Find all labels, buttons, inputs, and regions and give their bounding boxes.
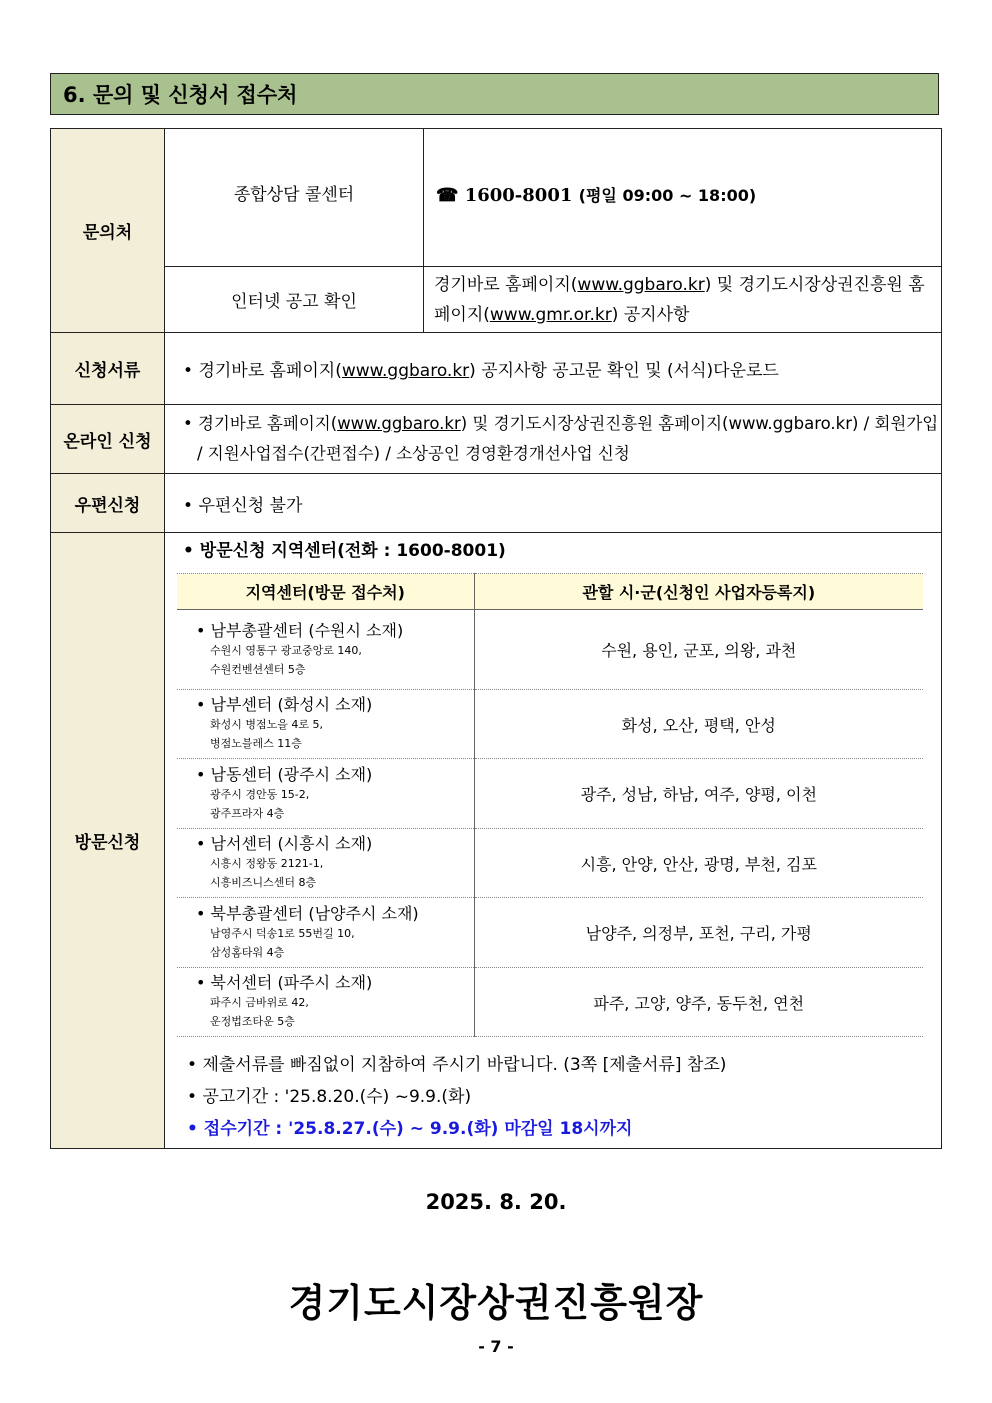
center-row — [177, 968, 923, 1037]
phone-hours: (평일 09:00 ~ 18:00) — [578, 186, 757, 205]
center-addr: 시흥시 정왕동 2121-1, — [210, 857, 324, 870]
inquiry-label: 문의처 — [51, 129, 165, 333]
note-period: • 공고기간 : '25.8.20.(수) ~9.9.(화) — [183, 1081, 941, 1113]
col-area-header: 관할 시·군(신청인 사업자등록지) — [474, 574, 923, 610]
center-area: 시흥, 안양, 안산, 광명, 부천, 김포 — [474, 829, 923, 898]
center-area: 남양주, 의정부, 포천, 구리, 가평 — [474, 898, 923, 968]
documents-link[interactable]: www.ggbaro.kr — [341, 361, 470, 381]
document-date: 2025. 8. 20. — [425, 1190, 567, 1214]
center-addr: 삼성홈타워 4층 — [210, 945, 285, 959]
center-area: 파주, 고양, 양주, 동두천, 연천 — [474, 968, 923, 1037]
documents-label: 신청서류 — [51, 333, 165, 405]
center-addr: 운정법조타운 5층 — [210, 1015, 295, 1028]
center-addr: 남영주시 덕송1로 55번길 10, — [210, 926, 355, 940]
issuer-name: 경기도시장상권진흥원장 — [288, 1281, 704, 1325]
note-receipt: • 접수기간 : '25.8.27.(수) ~ 9.9.(화) 마감일 18시까지 — [183, 1113, 941, 1145]
visit-cell — [165, 533, 942, 1149]
center-addr: 광주프라자 4층 — [210, 806, 285, 820]
col-center-header: 지역센터(방문 접수처) — [177, 574, 474, 610]
center-name: • 남부총괄센터 (수원시 소재) — [178, 621, 473, 641]
note-submit: • 제출서류를 빠짐없이 지참하여 주시기 바랍니다. (3쪽 [제출서류] 참조) — [183, 1049, 941, 1081]
gmr-link[interactable]: www.gmr.or.kr — [489, 304, 612, 325]
center-row — [177, 610, 923, 690]
center-area: 광주, 성남, 하남, 여주, 양평, 이천 — [474, 759, 923, 829]
online-text: • 경기바로 홈페이지(www.ggbaro.kr) 및 경기도시장상권진흥원 홈페이지(www.ggbaro.kr) / 회원가입 / 지원사업접수(간편접수) / 소상공인 경영환경개선사업 신청 — [179, 409, 941, 469]
center-addr: 화성시 병점노을 4로 5, — [210, 718, 323, 731]
center-name: • 북서센터 (파주시 소재) — [178, 973, 473, 993]
center-name: • 북부총괄센터 (남양주시 소재) — [178, 904, 473, 924]
phone-number: 1600-8001 — [464, 185, 573, 206]
phone-cell — [424, 129, 942, 267]
ggbaro-link[interactable]: www.ggbaro.kr — [577, 274, 705, 295]
mail-text: • 우편신청 불가 — [179, 491, 941, 516]
center-addr: 병점노블레스 11층 — [210, 737, 302, 750]
center-row — [177, 898, 923, 968]
online-cell — [165, 405, 942, 474]
center-area: 수원, 용인, 군포, 의왕, 과천 — [474, 610, 923, 690]
visit-heading: • 방문신청 지역센터(전화 : 1600-8001) — [165, 539, 941, 563]
center-row — [177, 829, 923, 898]
section-header — [50, 73, 939, 115]
center-addr: 광주시 경안동 15-2, — [210, 787, 310, 801]
section-title: 6. 문의 및 신청서 접수처 — [63, 83, 298, 107]
documents-cell — [165, 333, 942, 405]
online-link[interactable]: www.ggbaro.kr — [337, 414, 461, 433]
center-addr: 시흥비즈니스센터 8층 — [210, 876, 317, 889]
center-row — [177, 690, 923, 759]
telephone-icon: ☎ — [436, 185, 459, 206]
online-label: 온라인 신청 — [51, 405, 165, 474]
center-name: • 남서센터 (시흥시 소재) — [178, 834, 473, 854]
center-table — [177, 573, 923, 1037]
visit-label: 방문신청 — [51, 533, 165, 1149]
internet-text: 경기바로 홈페이지(www.ggbaro.kr) 및 경기도시장상권진흥원 홈페이지(www.gmr.or.kr) 공지사항 — [424, 267, 942, 333]
center-addr: 수원시 영통구 광교중앙로 140, — [210, 643, 362, 657]
center-name: • 남동센터 (광주시 소재) — [178, 765, 473, 785]
mail-cell — [165, 474, 942, 533]
center-name: • 남부센터 (화성시 소재) — [178, 695, 473, 715]
documents-text: • 경기바로 홈페이지(www.ggbaro.kr) 공지사항 공고문 확인 및 (서식)다운로드 — [179, 356, 941, 381]
center-addr: 수원컨벤션센터 5층 — [210, 662, 306, 676]
mail-label: 우편신청 — [51, 474, 165, 533]
center-row — [177, 759, 923, 829]
internet-label: 인터넷 공고 확인 — [165, 267, 424, 333]
page-number: - 7 - — [478, 1337, 514, 1356]
call-center-label: 종합상담 콜센터 — [165, 129, 424, 267]
center-area: 화성, 오산, 평택, 안성 — [474, 690, 923, 759]
center-addr: 파주시 금바위로 42, — [210, 996, 309, 1009]
contact-table — [50, 128, 942, 1149]
